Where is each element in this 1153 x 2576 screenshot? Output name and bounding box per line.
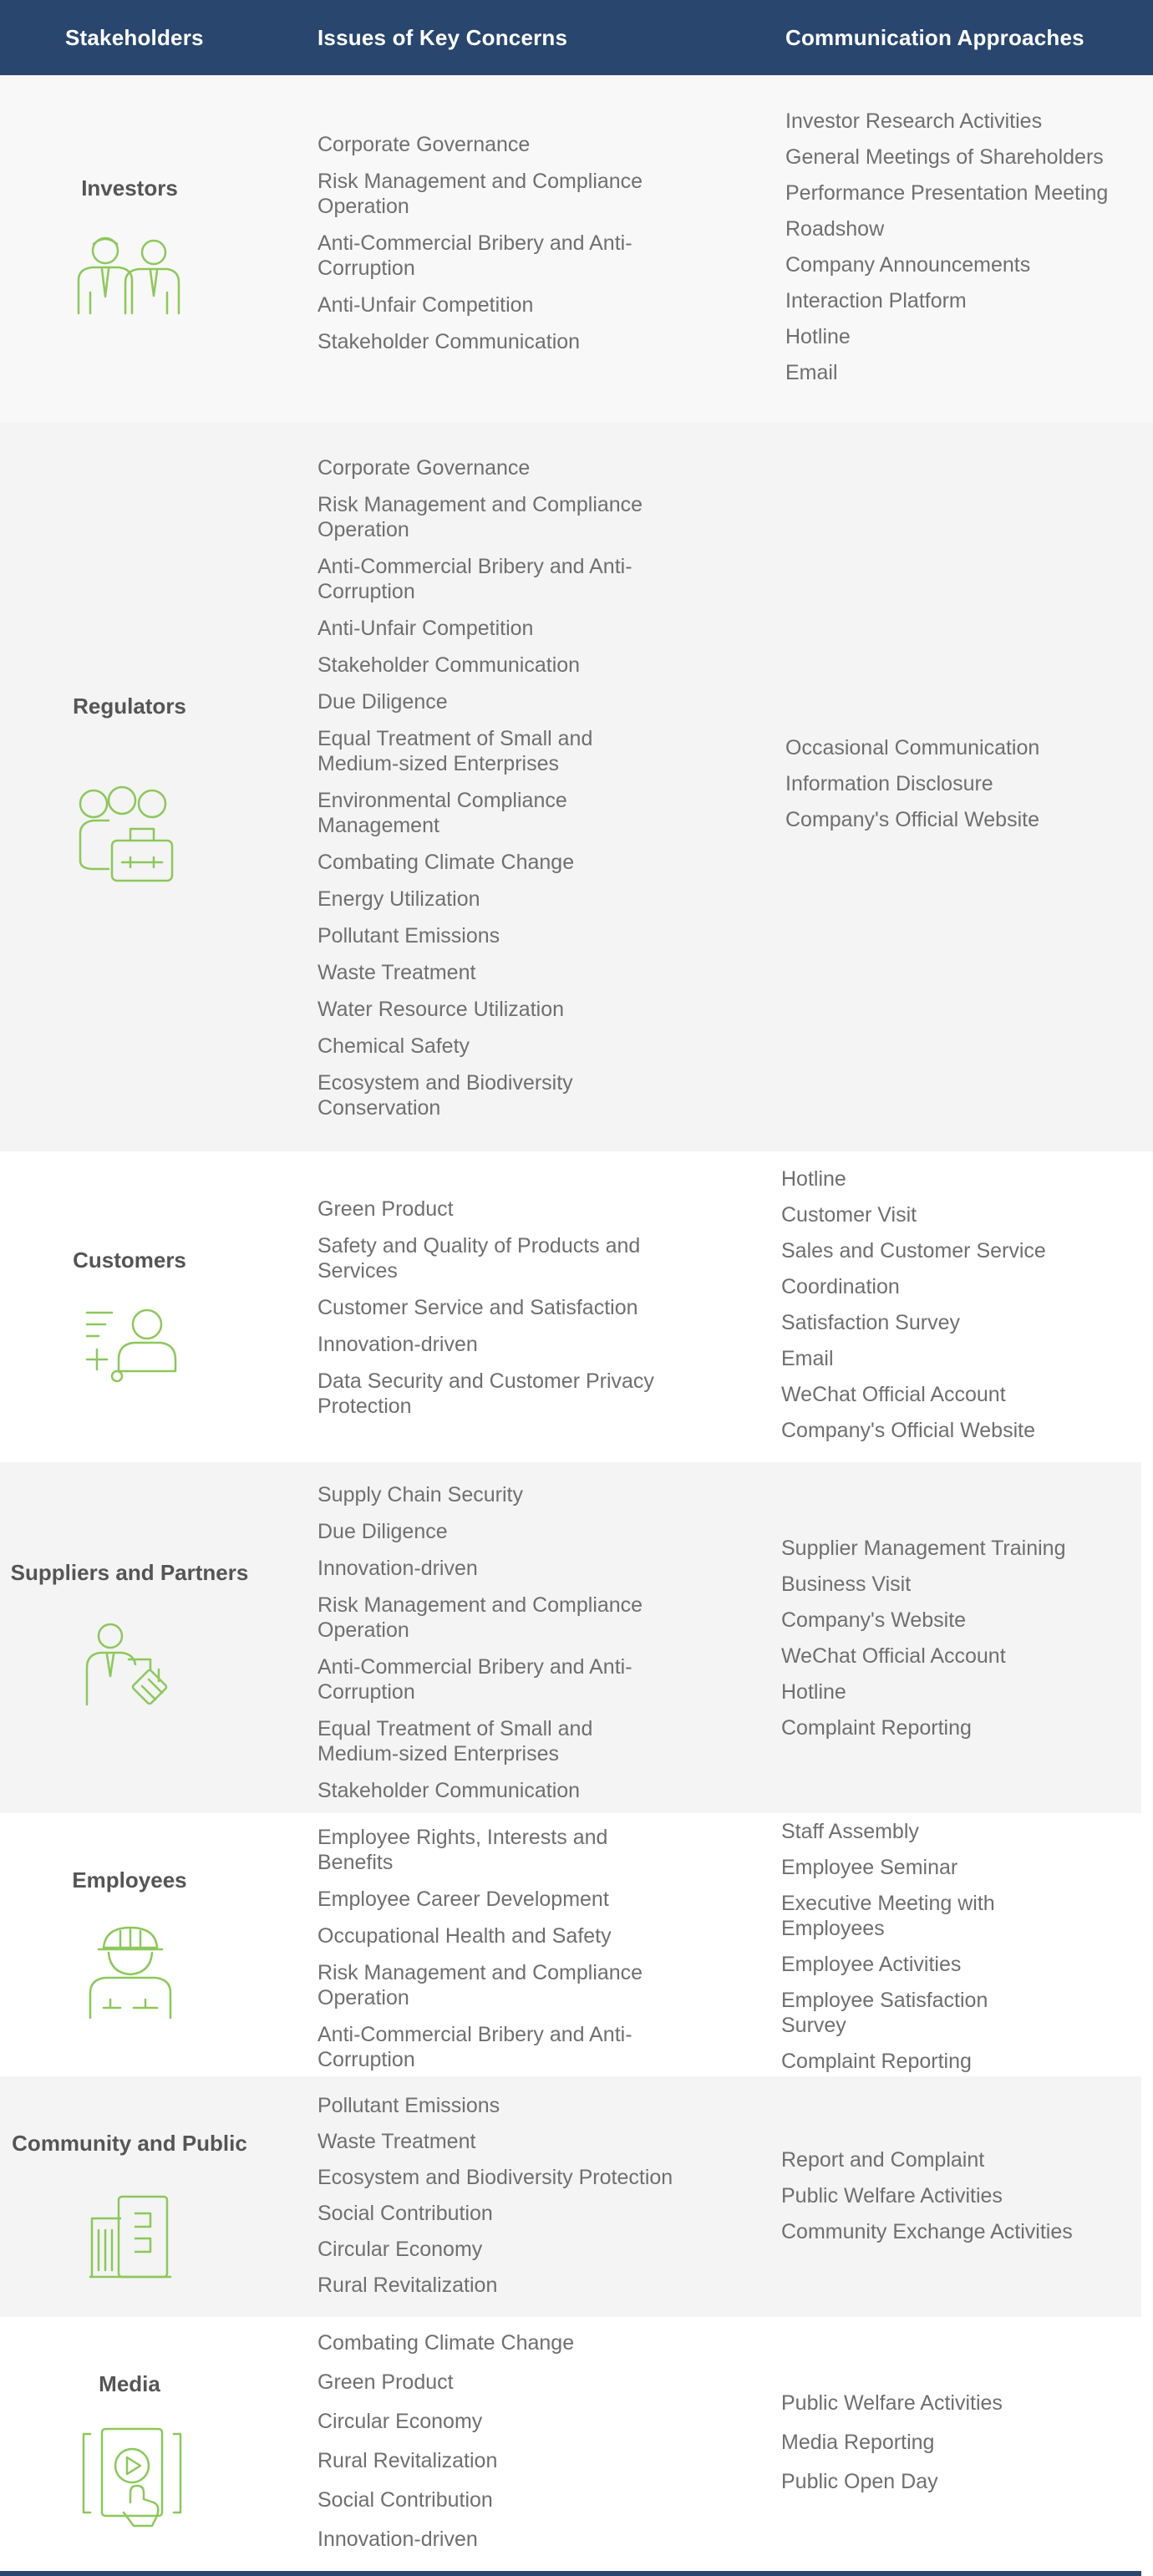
approach-item: Supplier Management Training [781, 1537, 1066, 1560]
approach-item: Customer Visit [781, 1203, 917, 1227]
issues-list [317, 455, 652, 1120]
issue-item: Equal Treatment of Small and Medium-sized Enterprises [317, 1717, 593, 1766]
stakeholder-cell [0, 422, 259, 1151]
approach-item: Company's Website [781, 1608, 967, 1632]
issue-item: Data Security and Customer Privacy Protection [317, 1369, 654, 1418]
approach-item: Community Exchange Activities [781, 2220, 1073, 2243]
approach-item: Coordination [781, 1275, 900, 1298]
issue-item: Energy Utilization [317, 887, 480, 911]
media-icon [80, 2426, 185, 2530]
issue-item: Safety and Quality of Products and Services [317, 1234, 641, 1283]
issue-item: Pollutant Emissions [317, 924, 500, 948]
table-row [0, 1151, 1141, 1462]
stakeholder-name: Media [99, 2371, 160, 2396]
issue-item: Corporate Governance [317, 133, 531, 156]
table-row [0, 2076, 1141, 2317]
regulators-icon [75, 785, 184, 886]
table-bottom-border [0, 2571, 1141, 2576]
issue-item: Risk Management and Compliance Operation [317, 1961, 643, 2009]
issue-item: Green Product [317, 1197, 454, 1221]
issue-item: Combating Climate Change [317, 2331, 575, 2355]
approach-item: Company's Official Website [785, 808, 1039, 831]
issue-item: Employee Career Development [317, 1888, 609, 1911]
customers-icon [82, 1306, 182, 1385]
approach-item: Business Visit [781, 1573, 912, 1596]
issue-item: Risk Management and Compliance Operation [317, 170, 643, 218]
stakeholder-name: Employees [72, 1867, 187, 1893]
stakeholder-cell [0, 75, 259, 422]
issues-list [317, 2330, 677, 2552]
header-stakeholders: Stakeholders [65, 25, 204, 50]
issues-list [317, 2093, 677, 2298]
issue-item: Rural Revitalization [317, 2449, 498, 2472]
issue-item: Environmental Compliance Management [317, 789, 567, 837]
approach-item: Complaint Reporting [781, 1716, 972, 1740]
approach-item: Company Announcements [785, 253, 1031, 277]
stakeholder-cell [0, 1462, 259, 1813]
approach-item: Performance Presentation Meeting [785, 181, 1109, 205]
approach-item: Hotline [781, 1680, 846, 1704]
investors-icon [74, 234, 182, 318]
issue-item: Chemical Safety [317, 1034, 470, 1058]
approach-item: WeChat Official Account [781, 1644, 1006, 1668]
issue-item: Equal Treatment of Small and Medium-sized Enterprises [317, 727, 593, 775]
issue-item: Supply Chain Security [317, 1483, 523, 1506]
stakeholder-name: Community and Public [12, 2131, 247, 2156]
approach-item: Company's Official Website [781, 1419, 1035, 1442]
issue-item: Social Contribution [317, 2202, 493, 2225]
issue-item: Rural Revitalization [317, 2274, 498, 2297]
table-row [0, 1462, 1141, 1813]
approach-item: Employee Satisfaction Survey [781, 1989, 988, 2037]
issue-item: Innovation-driven [317, 1557, 478, 1580]
approach-item: Email [781, 1347, 834, 1370]
employees-icon [87, 1924, 175, 2020]
issues-list [317, 132, 652, 354]
suppliers-partners-icon [84, 1621, 184, 1713]
issue-item: Anti-Unfair Competition [317, 293, 534, 317]
approach-item: Hotline [785, 325, 851, 348]
approach-item: Public Open Day [781, 2470, 938, 2493]
issue-item: Ecosystem and Biodiversity Conservation [317, 1071, 573, 1120]
approaches-list [781, 2391, 1140, 2494]
table-row [0, 75, 1153, 422]
stakeholder-cell [0, 1151, 259, 1462]
issue-item: Stakeholder Communication [317, 330, 581, 353]
approach-item: WeChat Official Account [781, 1383, 1006, 1406]
stakeholder-cell [0, 1813, 259, 2076]
issue-item: Occupational Health and Safety [317, 1924, 612, 1948]
community-public-icon [89, 2193, 172, 2281]
issue-item: Circular Economy [317, 2238, 483, 2261]
issue-item: Anti-Commercial Bribery and Anti-Corruption [317, 231, 632, 280]
approach-item: Complaint Reporting [781, 2050, 972, 2073]
header-issues: Issues of Key Concerns [317, 25, 568, 50]
approach-item: Satisfaction Survey [781, 1311, 960, 1334]
approach-item: Sales and Customer Service [781, 1239, 1046, 1263]
stakeholder-cell [0, 2317, 259, 2571]
stakeholder-name: Suppliers and Partners [10, 1560, 249, 1585]
approach-item: General Meetings of Shareholders [785, 145, 1104, 169]
issue-item: Pollutant Emissions [317, 2094, 500, 2117]
issue-item: Risk Management and Compliance Operation [317, 1593, 643, 1642]
approach-item: Report and Complaint [781, 2148, 985, 2172]
issue-item: Anti-Unfair Competition [317, 617, 534, 640]
issue-item: Combating Climate Change [317, 851, 575, 874]
table-row [0, 2317, 1141, 2571]
issue-item: Green Product [317, 2370, 454, 2394]
approaches-list [785, 735, 1145, 832]
approach-item: Staff Assembly [781, 1820, 919, 1843]
stakeholder-name: Regulators [73, 694, 186, 719]
issue-item: Social Contribution [317, 2488, 493, 2512]
header-approaches: Communication Approaches [785, 25, 1084, 50]
approach-item: Public Welfare Activities [781, 2391, 1003, 2415]
issue-item: Anti-Commercial Bribery and Anti-Corruption [317, 1655, 632, 1704]
stakeholder-name: Investors [81, 175, 178, 201]
approaches-list [781, 2147, 1140, 2244]
approach-item: Investor Research Activities [785, 109, 1043, 133]
table-header [0, 0, 1153, 75]
approaches-list [781, 1166, 1140, 1443]
approaches-list [781, 1819, 1032, 2074]
approach-item: Information Disclosure [785, 772, 993, 795]
issue-item: Customer Service and Satisfaction [317, 1296, 638, 1319]
issue-item: Innovation-driven [317, 2528, 478, 2551]
approach-item: Public Welfare Activities [781, 2184, 1003, 2208]
stakeholder-name: Customers [73, 1247, 186, 1273]
issue-item: Risk Management and Compliance Operation [317, 493, 643, 541]
approach-item: Employee Seminar [781, 1856, 958, 1879]
issues-list [317, 1825, 677, 2072]
issue-item: Anti-Commercial Bribery and Anti-Corruption [317, 2023, 632, 2071]
issue-item: Anti-Commercial Bribery and Anti-Corruption [317, 555, 632, 603]
approach-item: Roadshow [785, 217, 885, 241]
issues-list [317, 1197, 668, 1419]
approaches-list [781, 1536, 1140, 1740]
stakeholder-cell [0, 2076, 259, 2317]
approach-item: Employee Activities [781, 1953, 962, 1976]
approach-item: Executive Meeting with Employees [781, 1892, 995, 1940]
issue-item: Corporate Governance [317, 456, 531, 480]
issue-item: Stakeholder Communication [317, 653, 581, 677]
approaches-list [785, 109, 1145, 385]
table-row [0, 1813, 1141, 2076]
issue-item: Waste Treatment [317, 2130, 476, 2153]
approach-item: Media Reporting [781, 2431, 935, 2454]
approach-item: Email [785, 361, 838, 384]
issue-item: Due Diligence [317, 690, 448, 714]
table-row [0, 422, 1153, 1151]
approach-item: Occasional Communication [785, 736, 1040, 760]
issue-item: Innovation-driven [317, 1333, 478, 1356]
issue-item: Employee Rights, Interests and Benefits [317, 1826, 608, 1874]
issue-item: Water Resource Utilization [317, 998, 565, 1021]
issue-item: Waste Treatment [317, 961, 476, 984]
issue-item: Stakeholder Communication [317, 1779, 581, 1802]
issue-item: Ecosystem and Biodiversity Protection [317, 2166, 673, 2189]
issues-list [317, 1482, 677, 1803]
approach-item: Interaction Platform [785, 289, 967, 312]
issue-item: Circular Economy [317, 2410, 483, 2433]
issue-item: Due Diligence [317, 1520, 448, 1543]
approach-item: Hotline [781, 1167, 846, 1191]
